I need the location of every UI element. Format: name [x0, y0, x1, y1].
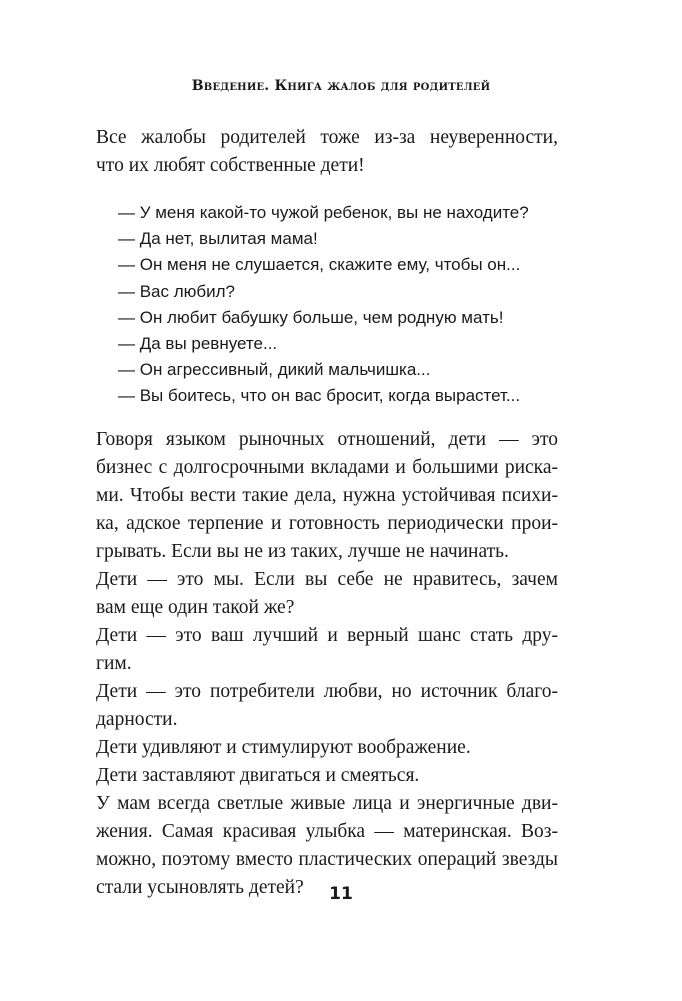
dialogue-line: — Он меня не слушается, скажите ему, чтобы он... — [118, 255, 521, 275]
body-line: вам еще один такой же? — [96, 597, 295, 618]
body-line: Дети — это потребители любви, но источник благо- — [96, 681, 558, 702]
body-line: бизнес с долгосрочными вкладами и большими риска- — [96, 457, 558, 478]
running-head: Введение. Книга жалоб для родителей — [191, 78, 491, 94]
body-line: Дети заставляют двигаться и смеяться. — [96, 765, 420, 786]
dialogue-line: — У меня какой-то чужой ребенок, вы не находите? — [118, 203, 529, 222]
body-line: Дети удивляют и стимулируют воображение. — [96, 737, 471, 758]
dialogue-line: — Да вы ревнуете... — [118, 334, 278, 354]
dialogue-block — [118, 200, 568, 410]
body-line: ка, адское терпение и готовность периодически прои- — [96, 513, 558, 534]
dialogue-line: — Да нет, вылитая мама! — [118, 229, 318, 249]
body-line: Дети — это мы. Если вы себе не нравитесь, зачем — [96, 569, 558, 590]
dialogue-line: — Вас любил? — [118, 281, 236, 301]
dialogue-line: — Вы боитесь, что он вас бросит, когда вырастет... — [118, 386, 521, 406]
body-line: дарности. — [96, 709, 178, 730]
body-line: жения. Самая красивая улыбка — материнская. Воз- — [96, 821, 558, 842]
intro-line: что их любят собственные дети! — [96, 155, 365, 176]
body-line: У мам всегда светлые живые лица и энергичные дви- — [96, 793, 558, 814]
dialogue-line: — Он любит бабушку больше, чем родную мать! — [118, 307, 504, 327]
dialogue-line: — Он агрессивный, дикий мальчишка... — [118, 360, 431, 380]
intro-line: Все жалобы родителей тоже из-за неуверенности, — [96, 127, 558, 148]
body-line: Говоря языком рыночных отношений, дети — это — [96, 429, 558, 450]
body-line: ми. Чтобы вести такие дела, нужна устойчивая психи- — [96, 485, 558, 506]
intro-paragraph — [96, 124, 558, 180]
body-line: можно, поэтому вместо пластических операций звезды — [96, 849, 558, 870]
body-line: Дети — это ваш лучший и верный шанс стать дру- — [96, 625, 558, 646]
body-text — [96, 426, 558, 902]
page-number: 11 — [329, 884, 353, 904]
body-line: стали усыновлять детей? — [96, 877, 304, 898]
body-line: грывать. Если вы не из таких, лучше не начинать. — [96, 541, 509, 562]
body-line: гим. — [96, 653, 132, 674]
